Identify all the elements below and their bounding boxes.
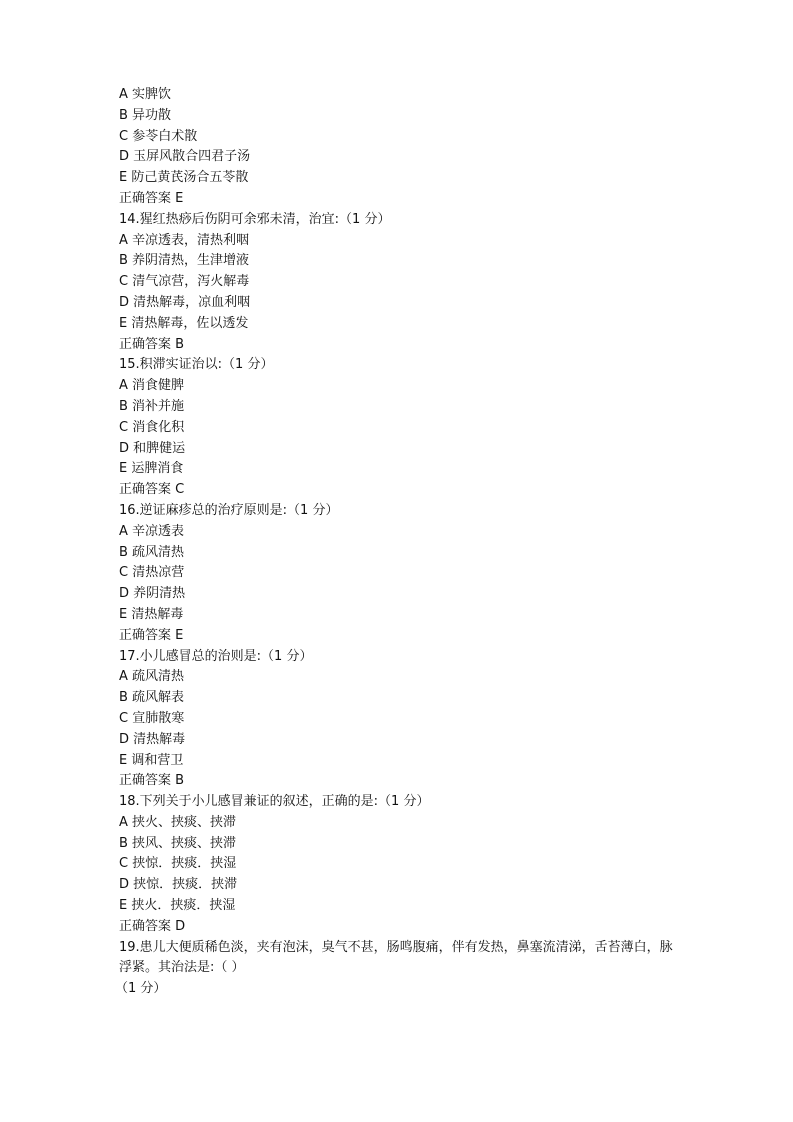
option-a: A 实脾饮 bbox=[119, 87, 172, 102]
question-block-18 bbox=[119, 792, 699, 938]
question-text: 15.积滞实证治以:（1 分） bbox=[119, 357, 274, 373]
question-text: 16.逆证麻疹总的治疗原则是:（1 分） bbox=[119, 502, 339, 518]
option-d: D 挟惊．挟痰．挟滞 bbox=[119, 877, 238, 893]
option-e: E 清热解毒 bbox=[119, 606, 184, 622]
option-d: D 养阴清热 bbox=[119, 586, 186, 602]
document-page bbox=[115, 85, 699, 1000]
option-a: A 辛凉透表，清热利咽 bbox=[119, 232, 250, 248]
question-text: 19.患儿大便质稀色淡，夹有泡沫，臭气不甚，肠鸣腹痛，伴有发热，鼻塞流清涕，舌苔薄白，脉浮紧。其治法是:（ ） bbox=[119, 939, 673, 976]
option-b: B 异功散 bbox=[119, 107, 172, 123]
correct-answer: 正确答案 B bbox=[119, 773, 185, 789]
option-e: E 挟火．挟痰．挟湿 bbox=[119, 898, 236, 914]
option-b: B 养阴清热，生津增液 bbox=[119, 253, 250, 269]
option-e: E 调和营卫 bbox=[119, 752, 184, 768]
option-a: A 挟火、挟痰、挟滞 bbox=[119, 814, 237, 830]
correct-answer: 正确答案 E bbox=[119, 190, 184, 206]
option-a: A 辛凉透表 bbox=[119, 523, 185, 539]
question-block-17 bbox=[119, 647, 699, 793]
question-score: （1 分） bbox=[115, 981, 167, 997]
option-b: B 消补并施 bbox=[119, 398, 185, 414]
question-block-16 bbox=[119, 501, 699, 647]
option-c: C 参苓白术散 bbox=[119, 128, 198, 144]
option-c: C 挟惊．挟痰．挟湿 bbox=[119, 856, 237, 872]
option-d: D 清热解毒，凉血利咽 bbox=[119, 294, 251, 310]
question-text: 17.小儿感冒总的治则是:（1 分） bbox=[119, 648, 313, 664]
option-e: E 清热解毒，佐以透发 bbox=[119, 315, 249, 331]
option-c: C 宣肺散寒 bbox=[119, 710, 185, 726]
option-a: A 消食健脾 bbox=[119, 378, 185, 394]
correct-answer: 正确答案 D bbox=[119, 918, 186, 934]
option-c: C 消食化积 bbox=[119, 419, 185, 435]
option-d: D 清热解毒 bbox=[119, 731, 186, 747]
correct-answer: 正确答案 B bbox=[119, 336, 185, 352]
option-c: C 清热凉营 bbox=[119, 565, 185, 581]
correct-answer: 正确答案 E bbox=[119, 627, 184, 643]
question-text: 14.猩红热痧后伤阴可余邪未清，治宜:（1 分） bbox=[119, 211, 391, 227]
option-e: E 防己黄芪汤合五苓散 bbox=[119, 170, 249, 186]
option-a: A 疏风清热 bbox=[119, 669, 185, 685]
option-e: E 运脾消食 bbox=[119, 461, 184, 477]
option-b: B 疏风解表 bbox=[119, 690, 185, 706]
question-block-15 bbox=[119, 355, 699, 501]
option-d: D 和脾健运 bbox=[119, 440, 186, 456]
option-b: B 挟风、挟痰、挟滞 bbox=[119, 835, 237, 851]
question-block-13 bbox=[119, 85, 699, 210]
question-text: 18.下列关于小儿感冒兼证的叙述，正确的是:（1 分） bbox=[119, 794, 430, 810]
option-b: B 疏风清热 bbox=[119, 544, 185, 560]
correct-answer: 正确答案 C bbox=[119, 482, 185, 498]
option-c: C 清气凉营，泻火解毒 bbox=[119, 274, 250, 290]
option-d: D 玉屏风散合四君子汤 bbox=[119, 149, 251, 165]
question-block-19 bbox=[115, 938, 699, 1000]
question-block-14 bbox=[119, 210, 699, 356]
